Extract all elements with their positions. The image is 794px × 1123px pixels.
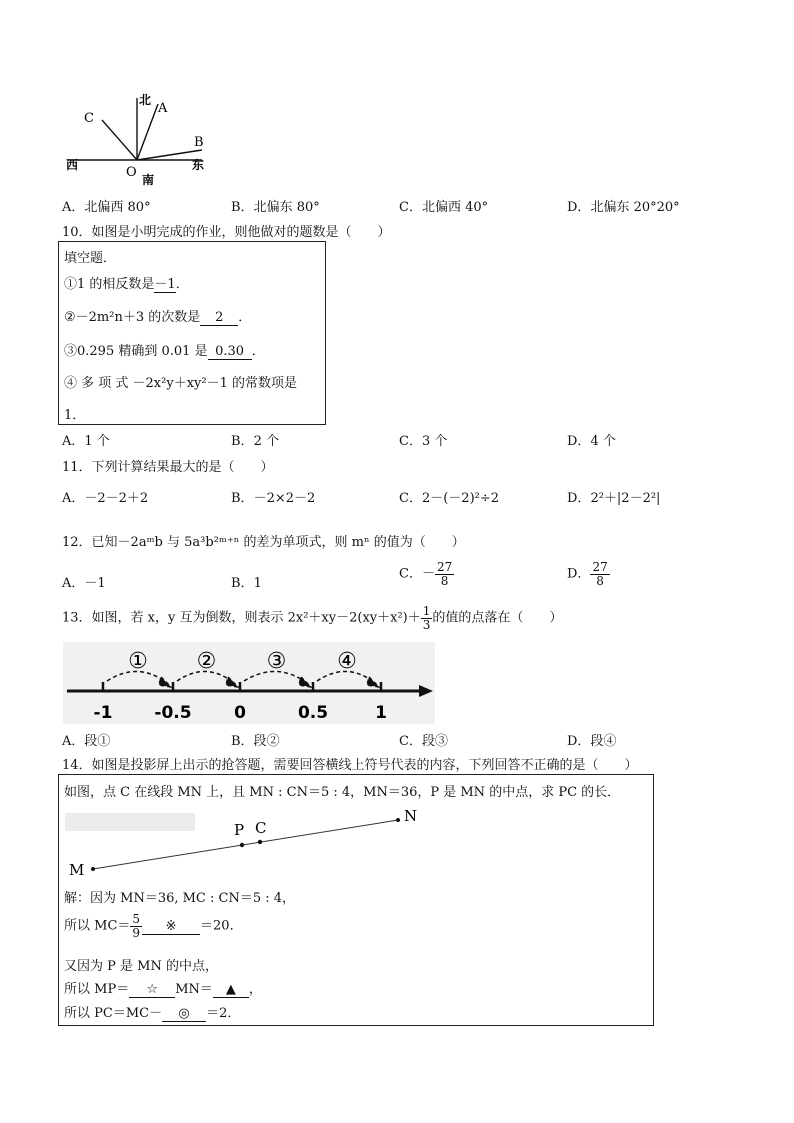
q14-solution-line2: 所以 MC＝ $\frac{5}{9}$ ※ ＝20． bbox=[64, 912, 243, 940]
q14-blank-triangle: ▲ bbox=[213, 982, 249, 998]
q11-option-b[interactable]: B．－2×2－2 bbox=[231, 491, 316, 506]
q14-solution-line3: 又因为 P 是 MN 的中点， bbox=[64, 959, 218, 974]
label-north: 北 bbox=[139, 93, 152, 107]
q10-option-a[interactable]: A．1 个 bbox=[62, 434, 110, 449]
direction-figure bbox=[62, 90, 222, 190]
q13-option-b[interactable]: B．段② bbox=[231, 734, 280, 749]
q11-option-c[interactable]: C．2－(－2)²÷2 bbox=[399, 491, 500, 506]
point-n bbox=[396, 818, 400, 822]
q14-stem: 14．如图是投影屏上出示的抢答题，需要回答横线上符号代表的内容，下列回答不正确的是（ ） bbox=[62, 758, 638, 773]
q13-stem: 13．如图，若 x，y 互为倒数，则表示 2x²＋xy－2(xy＋x²)＋ $\frac{1}{3}$ 的值的点落在（ ） bbox=[62, 604, 563, 632]
q10-item-2-answer: 2 bbox=[200, 310, 238, 326]
segment-label: ① bbox=[128, 649, 148, 674]
q10-item-4: ④ 多 项 式 －2x²y＋xy²－1 的常数项是 bbox=[64, 376, 297, 391]
q12-option-c[interactable]: C．－ $\frac{27}{8}$ bbox=[399, 560, 453, 588]
number-line-figure bbox=[63, 642, 435, 724]
segment-label: ④ bbox=[337, 649, 357, 674]
label-c: C bbox=[255, 819, 267, 837]
point-p bbox=[240, 843, 244, 847]
q12-option-b[interactable]: B．1 bbox=[231, 576, 262, 591]
q10-item-4-answer: 1． bbox=[64, 408, 86, 423]
q14-solution-line4: 所以 MP＝ ☆ MN＝ ▲ ， bbox=[64, 982, 262, 997]
q13-option-a[interactable]: A．段① bbox=[62, 734, 111, 749]
q9-option-b[interactable]: B．北偏东 80° bbox=[231, 200, 320, 215]
q12-option-a[interactable]: A．－1 bbox=[62, 576, 106, 591]
q10-option-d[interactable]: D．4 个 bbox=[567, 434, 616, 449]
q10-option-b[interactable]: B．2 个 bbox=[231, 434, 279, 449]
q10-stem: 10．如图是小明完成的作业，则他做对的题数是（ ） bbox=[62, 225, 391, 240]
label-p: P bbox=[234, 821, 245, 839]
tick-label: -0.5 bbox=[154, 703, 192, 723]
tick-label: -1 bbox=[93, 703, 113, 723]
q10-item-1: ①1 的相反数是－1． bbox=[64, 273, 189, 293]
point-c bbox=[258, 840, 262, 844]
label-west: 西 bbox=[66, 158, 79, 172]
q11-stem: 11．下列计算结果最大的是（ ） bbox=[62, 460, 274, 475]
q12-option-d-fraction: $\frac{27}{8}$ bbox=[592, 560, 608, 588]
q14-blank-asterism: ※ bbox=[142, 919, 200, 935]
q12-option-c-fraction: $\frac{27}{8}$ bbox=[436, 560, 453, 588]
q14-fraction-5-9: $\frac{5}{9}$ bbox=[132, 912, 141, 940]
q10-item-2: ②－2m²n＋3 的次数是 2 ． bbox=[64, 310, 252, 325]
label-o: O bbox=[126, 165, 137, 180]
segment-label: ② bbox=[196, 649, 217, 674]
q12-option-d[interactable]: D． $\frac{27}{8}$ bbox=[567, 560, 608, 588]
label-east: 东 bbox=[192, 158, 205, 172]
tick-label: 0 bbox=[234, 703, 246, 723]
q12-stem: 12．已知－2aᵐb 与 5a³b²ᵐ⁺ⁿ 的差为单项式，则 mⁿ 的值为（ ） bbox=[62, 535, 465, 550]
tick-label: 0.5 bbox=[297, 703, 329, 723]
q9-option-c[interactable]: C．北偏西 40° bbox=[399, 200, 489, 215]
label-c: C bbox=[84, 111, 94, 126]
ray-oc bbox=[102, 120, 137, 160]
label-south: 南 bbox=[142, 173, 155, 187]
label-n: N bbox=[404, 807, 418, 825]
q10-homework-box bbox=[58, 241, 326, 425]
label-b: B bbox=[194, 135, 204, 150]
q10-item-1-answer: －1 bbox=[154, 273, 175, 293]
q14-blank-bullseye: ◎ bbox=[162, 1006, 206, 1022]
q14-problem-text: 如图，点 C 在线段 MN 上，且 MN : CN＝5 : 4，MN＝36，P 是 MN 的中点，求 PC 的长． bbox=[64, 785, 621, 800]
segment-label: ③ bbox=[266, 649, 287, 674]
q10-option-c[interactable]: C．3 个 bbox=[399, 434, 448, 449]
q14-blank-star: ☆ bbox=[129, 982, 175, 998]
q13-fraction: $\frac{1}{3}$ bbox=[422, 604, 431, 632]
q14-solution-line5: 所以 PC＝MC－ ◎ ＝2． bbox=[64, 1006, 241, 1021]
q10-item-3-answer: 0.30 bbox=[208, 344, 252, 360]
label-m: M bbox=[69, 861, 85, 879]
tick-label: 1 bbox=[375, 703, 387, 723]
ray-oa bbox=[137, 104, 158, 160]
q14-problem-box bbox=[58, 774, 654, 1026]
label-a: A bbox=[158, 101, 168, 116]
q11-option-a[interactable]: A．－2－2＋2 bbox=[62, 491, 149, 506]
q11-option-d[interactable]: D．2²＋|2－2²| bbox=[567, 491, 661, 506]
q9-option-d[interactable]: D．北偏东 20°20° bbox=[567, 200, 680, 215]
q10-box-title: 填空题． bbox=[64, 251, 117, 266]
q13-option-c[interactable]: C．段③ bbox=[399, 734, 448, 749]
segment-figure bbox=[63, 805, 443, 879]
q9-option-a[interactable]: A．北偏西 80° bbox=[62, 200, 151, 215]
point-m bbox=[91, 867, 95, 871]
q14-solution-line1: 解：因为 MN＝36, MC : CN＝5 : 4， bbox=[64, 891, 296, 906]
q13-option-d[interactable]: D．段④ bbox=[567, 734, 617, 749]
q10-item-3: ③0.295 精确到 0.01 是 0.30 ． bbox=[64, 344, 265, 359]
